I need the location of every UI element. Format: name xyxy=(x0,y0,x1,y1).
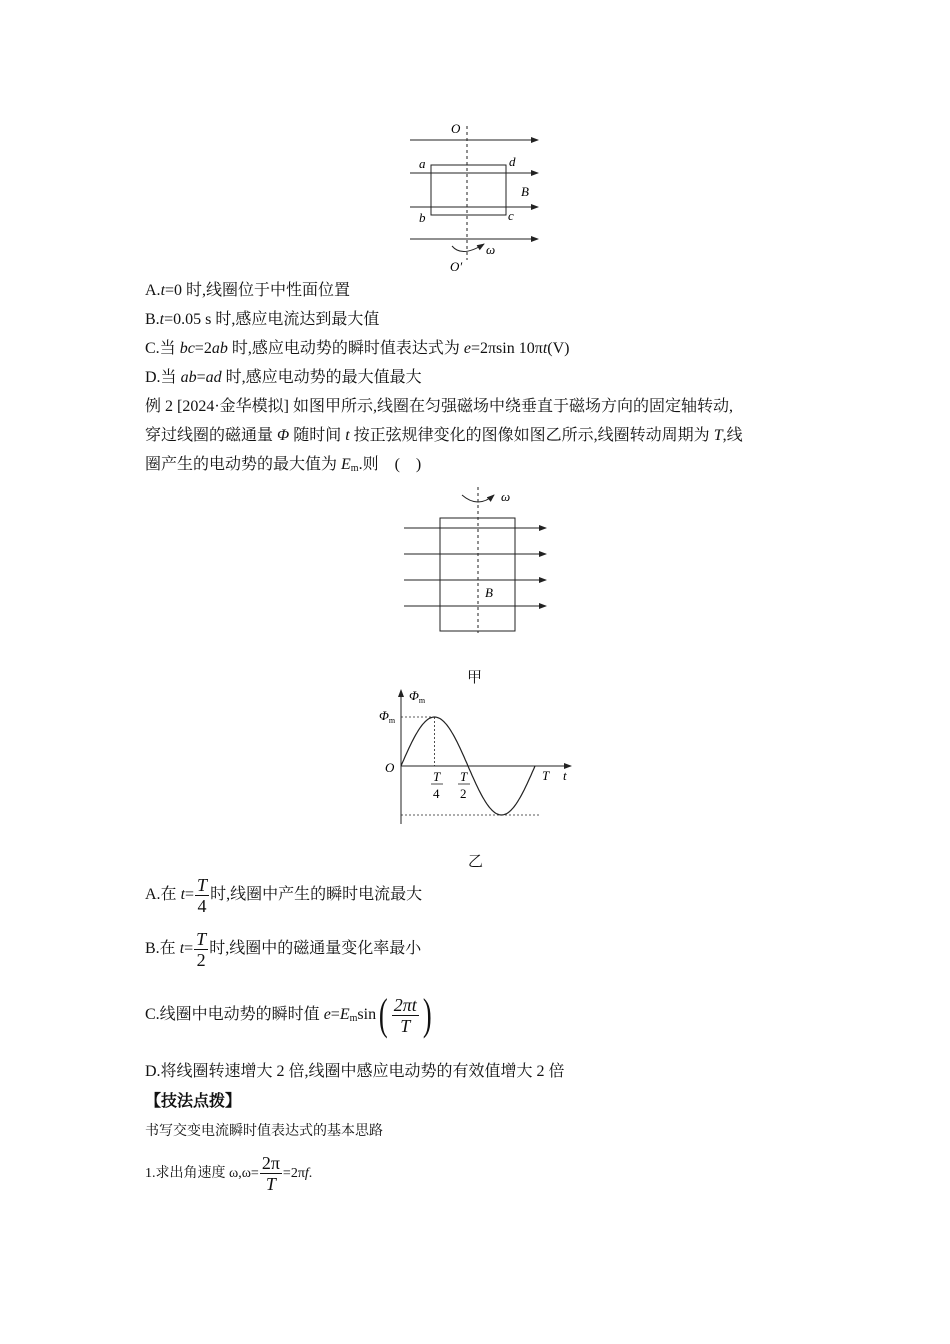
label-a: a xyxy=(419,156,426,171)
rotation-arrow xyxy=(452,244,484,252)
fraction-T-2: $\frac{T}{2}$ xyxy=(196,928,207,970)
label-O: O xyxy=(451,121,461,136)
fraction-2pi-T: $\frac{2\pi}{T}$ xyxy=(261,1153,280,1195)
fraction-T-4: $\frac{T}{4}$ xyxy=(197,874,208,916)
figure-coil-axis xyxy=(400,118,550,278)
example2-line2: 穿过线圈的磁通量 Φ 随时间 t 按正弦规律变化的图像如图乙所示,线圈转动周期为 T,线 xyxy=(145,427,743,444)
q2-option-a: A.在 t= $\frac{T}{4}$ 时,线圈中产生的瞬时电流最大 xyxy=(145,874,423,916)
label-t: t xyxy=(563,768,567,783)
q2-option-c: C.线圈中电动势的瞬时值 $e=E_m\sin$( $\frac{2\pi t}{T}$ ) xyxy=(145,990,432,1040)
tick-T2-den: 2 xyxy=(460,786,467,801)
example2-line3: 圈产生的电动势的最大值为 $E_m$.则 ( ) xyxy=(145,456,422,474)
caption-yi: 乙 xyxy=(468,854,484,870)
label-O-prime: O′ xyxy=(450,259,463,274)
label-B: B xyxy=(521,184,529,199)
tips-heading: 【技法点拨】 xyxy=(145,1093,242,1110)
tick-T2-num: T xyxy=(460,769,468,784)
label-omega: ω xyxy=(486,242,496,257)
q2-option-d: D.将线圈转速增大 2 倍,线圈中感应电动势的有效值增大 2 倍 xyxy=(145,1063,565,1080)
tick-T4-den: 4 xyxy=(433,786,440,801)
label-B: B xyxy=(485,585,493,600)
label-b: b xyxy=(419,210,426,225)
figure-jia xyxy=(400,485,560,640)
tips-intro: 书写交变电流瞬时值表达式的基本思路 xyxy=(145,1124,383,1139)
q1-option-b: B.t=0.05 s 时,感应电流达到最大值 xyxy=(145,311,380,328)
tick-T: T xyxy=(542,768,550,783)
fraction-2pit-T: $\frac{2\pi t}{T}$ xyxy=(393,994,417,1036)
label-c: c xyxy=(508,208,514,223)
figure-yi-chart xyxy=(375,686,585,831)
q1-option-d: D.当 ab=ad 时,感应电动势的最大值最大 xyxy=(145,369,422,386)
label-origin: O xyxy=(385,760,395,775)
example2-line1: 例 2 [2024·金华模拟] 如图甲所示,线圈在匀强磁场中绕垂直于磁场方向的固定轴转动, xyxy=(145,398,733,415)
label-phi: $\Phi_m$ xyxy=(409,688,426,705)
label-phi-m: $\Phi_m$ xyxy=(379,708,396,725)
q1-option-c: C.当 bc=2ab 时,感应电动势的瞬时值表达式为 e=2πsin 10πt(V) xyxy=(145,340,570,357)
q2-option-b: B.在 t= $\frac{T}{2}$ 时,线圈中的磁通量变化率最小 xyxy=(145,928,422,970)
caption-jia: 甲 xyxy=(467,670,483,686)
q1-option-a: A.t=0 时,线圈位于中性面位置 xyxy=(145,282,351,299)
label-omega: ω xyxy=(501,489,511,504)
tips-step1: 1.求出角速度 ω,ω= $\frac{2\pi}{T}$ =2πf. xyxy=(145,1153,313,1195)
tick-T4-num: T xyxy=(433,769,441,784)
label-d: d xyxy=(509,154,516,169)
